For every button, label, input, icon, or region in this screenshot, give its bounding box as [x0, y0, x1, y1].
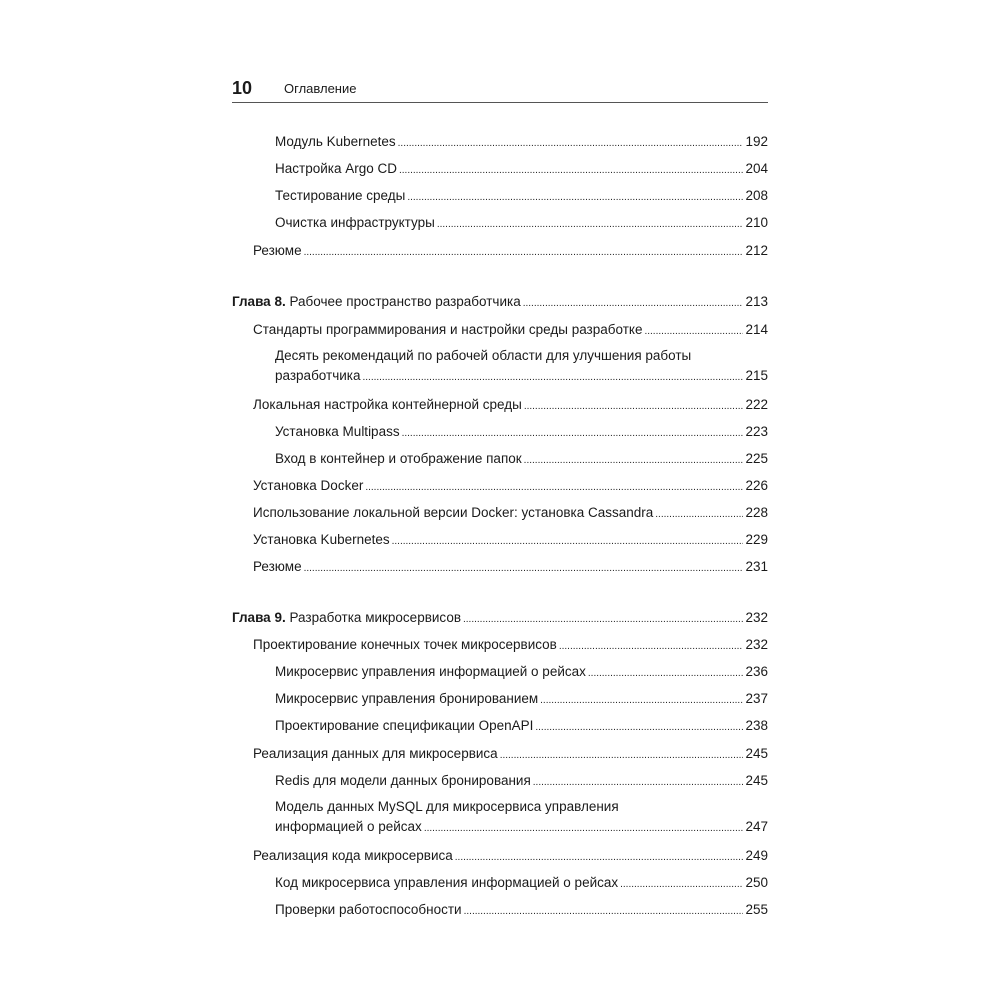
toc-entry-title: Реализация кода микросервиса: [253, 848, 453, 863]
toc-entry-page: 192: [745, 134, 768, 149]
chapter-number: Глава 8.: [232, 294, 286, 309]
toc-entry-page: 225: [745, 451, 768, 466]
toc-entry-title: Вход в контейнер и отображение папок: [275, 451, 522, 466]
toc-entry-page: 210: [745, 215, 768, 230]
dot-leader: [620, 873, 743, 895]
toc-entry: [275, 662, 768, 684]
dot-leader: [464, 900, 744, 922]
toc-entry-title: Резюме: [253, 243, 302, 258]
toc-entry: [275, 422, 768, 444]
dot-leader: [559, 635, 744, 657]
dot-leader: [392, 530, 744, 552]
toc-entry-page: 237: [745, 691, 768, 706]
toc-entry-title: Настройка Argo CD: [275, 161, 397, 176]
dot-leader: [655, 503, 743, 525]
toc-entry-page: 232: [745, 637, 768, 652]
toc-entry: [275, 716, 768, 738]
page-number: 10: [232, 78, 253, 98]
toc-entry: [275, 689, 768, 711]
toc-entry: [253, 503, 768, 525]
dot-leader: [644, 320, 743, 342]
toc-entry: [275, 873, 768, 895]
toc-entry-title: Очистка инфраструктуры: [275, 215, 435, 230]
toc-entry-title: Проектирование спецификации OpenAPI: [275, 718, 534, 733]
running-title: Оглавление: [284, 81, 357, 96]
toc-entry-title: информацией о рейсах: [275, 819, 422, 834]
toc-entry-title: Локальная настройка контейнерной среды: [253, 397, 522, 412]
dot-leader: [424, 817, 744, 839]
toc-entry-title: Установка Kubernetes: [253, 532, 390, 547]
dot-leader: [540, 689, 743, 711]
dot-leader: [535, 716, 743, 738]
toc-entry-page: 232: [745, 610, 768, 625]
dot-leader: [399, 159, 743, 181]
toc-entry-title: Разработка микросервисов: [289, 610, 461, 625]
toc-entry: [275, 797, 768, 839]
toc-entry: [275, 132, 768, 154]
toc-entry: [253, 557, 768, 579]
dot-leader: [588, 662, 744, 684]
toc-entry-title: Проверки работоспособности: [275, 902, 462, 917]
toc-entry-page: 238: [745, 718, 768, 733]
toc-entry-title: Резюме: [253, 559, 302, 574]
toc-entry-page: 231: [745, 559, 768, 574]
toc-entry-page: 255: [745, 902, 768, 917]
toc-entry-title: Стандарты программирования и настройки среды разработке: [253, 322, 643, 337]
toc-entry: [275, 346, 768, 388]
toc-entry-title: Модуль Kubernetes: [275, 134, 396, 149]
dot-leader: [304, 241, 744, 263]
toc-entry-page: 215: [745, 368, 768, 383]
toc-entry: [232, 608, 768, 630]
toc-entry-title: Рабочее пространство разработчика: [289, 294, 521, 309]
toc-entry: [275, 449, 768, 471]
toc-entry-title: Redis для модели данных бронирования: [275, 773, 531, 788]
dot-leader: [362, 366, 743, 388]
toc-entry-title: Код микросервиса управления информацией о рейсах: [275, 875, 619, 890]
dot-leader: [455, 846, 744, 868]
toc-entry-page: 228: [745, 505, 768, 520]
toc-entry: [253, 241, 768, 263]
toc-entry: [253, 530, 768, 552]
dot-leader: [398, 132, 744, 154]
toc-entry: [275, 213, 768, 235]
toc-entry-page: 226: [745, 478, 768, 493]
toc-entry-page: 245: [745, 746, 768, 761]
toc-entry: [275, 159, 768, 181]
toc-entry: [253, 476, 768, 498]
toc-entry-title: разработчика: [275, 368, 361, 383]
toc-entry-page: 223: [745, 424, 768, 439]
toc-entry-title: Тестирование среды: [275, 188, 406, 203]
toc-entry: [253, 395, 768, 417]
chapter-number: Глава 9.: [232, 610, 286, 625]
toc-entry: [253, 635, 768, 657]
toc-entry: [275, 900, 768, 922]
toc-entry: [275, 186, 768, 208]
toc-entry-page: 204: [745, 161, 768, 176]
dot-leader: [402, 422, 744, 444]
toc-entry: [253, 320, 768, 342]
toc-entry: [253, 846, 768, 868]
toc-entry-page: 249: [745, 848, 768, 863]
dot-leader: [407, 186, 743, 208]
toc-entry-title: Использование локальной версии Docker: установка Cassandra: [253, 505, 654, 520]
toc-entry-page: 229: [745, 532, 768, 547]
toc-entry: [275, 771, 768, 793]
toc-entry: [253, 744, 768, 766]
dot-leader: [524, 449, 744, 471]
dot-leader: [524, 395, 744, 417]
toc-entry-page: 236: [745, 664, 768, 679]
dot-leader: [304, 557, 744, 579]
toc-entry-title: Установка Docker: [253, 478, 364, 493]
toc-entry-page: 222: [745, 397, 768, 412]
toc-entry-page: 208: [745, 188, 768, 203]
dot-leader: [463, 608, 743, 630]
toc-entry-title: Микросервис управления бронированием: [275, 691, 539, 706]
dot-leader: [437, 213, 744, 235]
toc-entry-page: 213: [745, 294, 768, 309]
dot-leader: [523, 292, 744, 314]
toc-entry-title: Микросервис управления информацией о рейсах: [275, 664, 586, 679]
toc-entry: [232, 292, 768, 314]
dot-leader: [365, 476, 743, 498]
toc-entry-title: Установка Multipass: [275, 424, 400, 439]
dot-leader: [500, 744, 744, 766]
toc-entry-title: Реализация данных для микросервиса: [253, 746, 498, 761]
toc-entry-title: Проектирование конечных точек микросервисов: [253, 637, 557, 652]
toc-entry-page: 247: [745, 819, 768, 834]
dot-leader: [533, 771, 744, 793]
toc-entry-title-line1: Десять рекомендаций по рабочей области для улучшения работы: [275, 348, 692, 363]
toc-entry-title-line1: Модель данных MySQL для микросервиса управления: [275, 799, 619, 814]
toc-entry-page: 250: [745, 875, 768, 890]
toc-entry-page: 214: [745, 322, 768, 337]
toc-entry-page: 212: [745, 243, 768, 258]
toc-entry-page: 245: [745, 773, 768, 788]
